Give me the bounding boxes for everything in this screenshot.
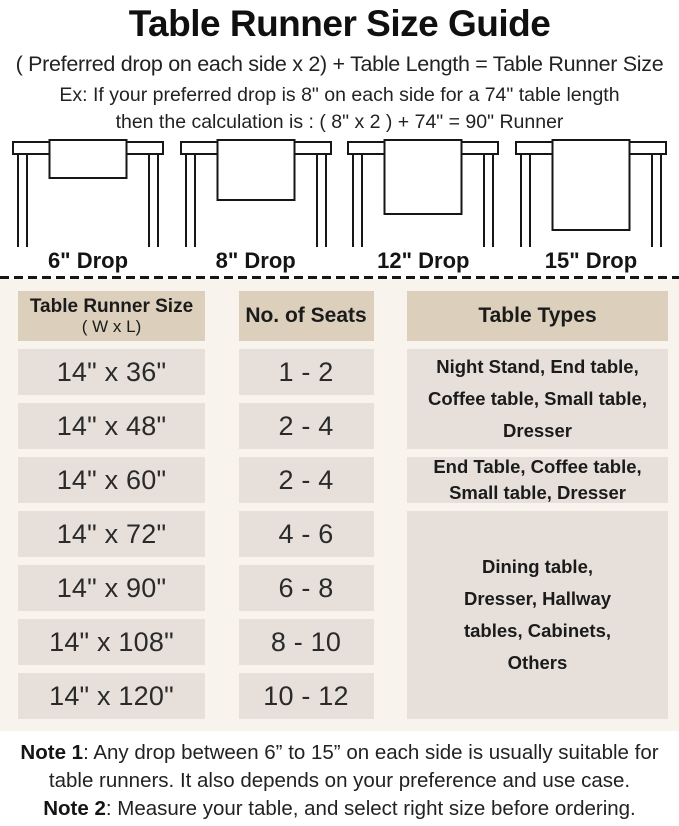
seats-value: 8 - 10 [270, 626, 342, 657]
table-types-group-medium [407, 457, 668, 503]
table-row-seats [239, 511, 374, 557]
table-types-group-large [407, 511, 668, 719]
note-2-label: Note 2 [43, 797, 106, 820]
size-guide-table [0, 279, 679, 731]
header-section [0, 0, 679, 134]
table-row-seats [239, 565, 374, 611]
figure-6-drop [12, 139, 164, 273]
example-line-1: Ex: If your preferred drop is 8" on each side for a 74" table length [59, 84, 620, 106]
seats-value: 10 - 12 [263, 680, 349, 711]
table-leg-left [520, 153, 531, 247]
header-sublabel: ( W x L) [81, 317, 142, 336]
drop-label: 15" Drop [544, 248, 638, 273]
runner-size-value: 14" x 108" [49, 626, 174, 657]
table-row-seats [239, 403, 374, 449]
figure-15-drop [515, 139, 667, 273]
seats-value: 2 - 4 [278, 464, 334, 495]
table-leg-right [316, 153, 327, 247]
table-types-value: End Table, Coffee table, Small table, Dresser [433, 456, 642, 503]
runner-size-value: 14" x 90" [56, 572, 167, 603]
table-types-group-small [407, 349, 668, 449]
table-row-size [18, 673, 205, 719]
table-runner-diagram [515, 139, 667, 247]
header-label: Table Runner Size [29, 296, 194, 317]
formula-text: ( Preferred drop on each side x 2) + Table Length = Table Runner Size [15, 52, 664, 76]
seats-value: 1 - 2 [278, 356, 334, 387]
table-runner-diagram [347, 139, 499, 247]
column-header-runner-size [18, 291, 205, 341]
runner-size-value: 14" x 36" [56, 356, 167, 387]
figure-8-drop [180, 139, 332, 273]
page-title: Table Runner Size Guide [128, 3, 551, 44]
column-header-table-types [407, 291, 668, 341]
drop-label: 8" Drop [215, 248, 296, 273]
table-runner-diagram [180, 139, 332, 247]
runner-drape [216, 139, 295, 201]
seats-value: 4 - 6 [278, 518, 334, 549]
drop-label: 6" Drop [47, 248, 129, 273]
notes-section [0, 739, 679, 823]
table-row-seats [239, 349, 374, 395]
table-row-size [18, 349, 205, 395]
runner-drape [384, 139, 463, 215]
runner-drape [551, 139, 630, 231]
header-label: No. of Seats [245, 304, 367, 327]
note-2 [3, 795, 676, 823]
figure-12-drop [347, 139, 499, 273]
table-row-size [18, 457, 205, 503]
runner-size-value: 14" x 60" [56, 464, 167, 495]
note-1 [3, 739, 676, 795]
runner-size-value: 14" x 120" [49, 680, 174, 711]
table-types-value: Dining table, Dresser, Hallway tables, Cabinets, Others [463, 556, 612, 673]
drop-label: 12" Drop [377, 248, 470, 273]
runner-drape [49, 139, 128, 179]
table-leg-right [483, 153, 494, 247]
table-row-seats [239, 619, 374, 665]
runner-size-value: 14" x 48" [56, 410, 167, 441]
table-leg-left [352, 153, 363, 247]
table-runner-diagram [12, 139, 164, 247]
seats-value: 2 - 4 [278, 410, 334, 441]
table-row-size [18, 619, 205, 665]
table-row-size [18, 565, 205, 611]
note-2-text: : Measure your table, and select right size before ordering. [105, 797, 636, 820]
table-leg-right [148, 153, 159, 247]
header-label: Table Types [478, 304, 597, 327]
table-leg-left [17, 153, 28, 247]
table-leg-left [185, 153, 196, 247]
table-leg-right [651, 153, 662, 247]
note-1-text: : Any drop between 6” to 15” on each side is usually suitable for table runners. It also depends on your preference and use case. [48, 741, 659, 792]
table-types-value: Night Stand, End table, Coffee table, Small table, Dresser [428, 356, 647, 441]
table-row-size [18, 511, 205, 557]
seats-value: 6 - 8 [278, 572, 334, 603]
table-row-size [18, 403, 205, 449]
table-row-seats [239, 457, 374, 503]
column-header-seats [239, 291, 374, 341]
drop-illustrations-row [0, 139, 679, 273]
table-row-seats [239, 673, 374, 719]
runner-size-value: 14" x 72" [56, 518, 167, 549]
example-line-2: then the calculation is : ( 8" x 2 ) + 74" = 90" Runner [115, 111, 564, 133]
note-1-label: Note 1 [20, 741, 84, 764]
